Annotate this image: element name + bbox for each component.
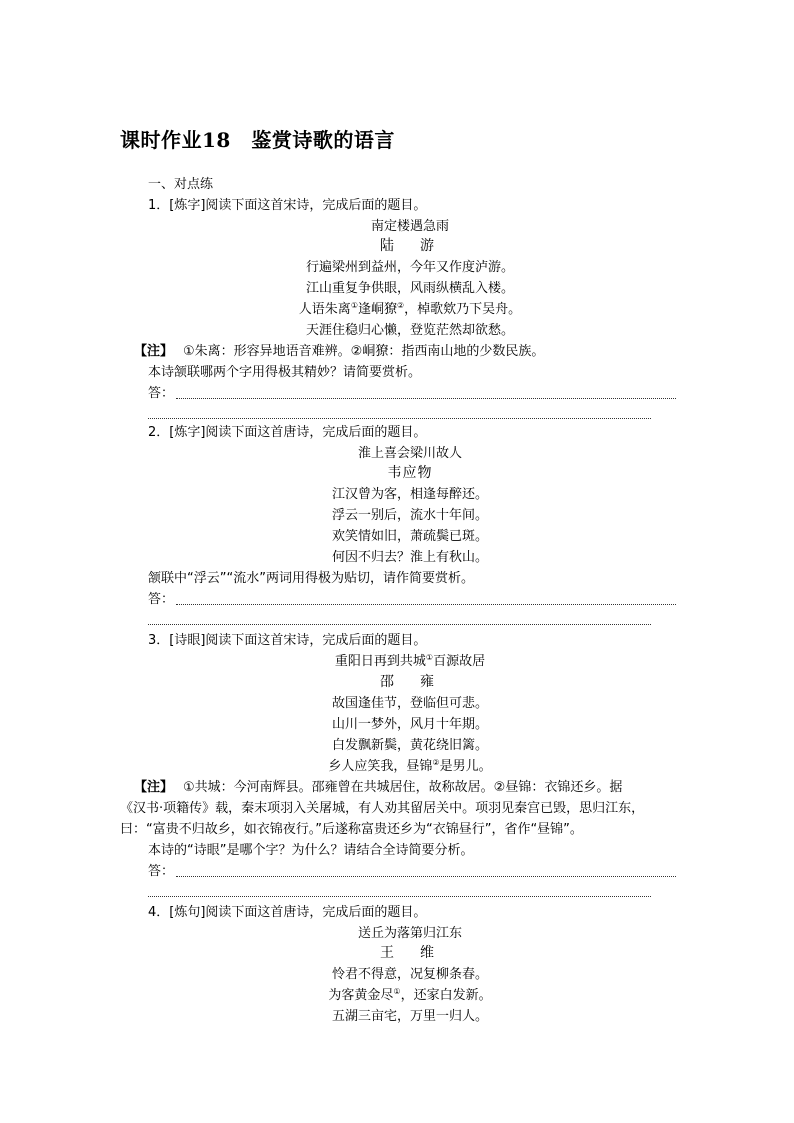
q1-poem-line-3 bbox=[0, 302, 794, 318]
q2-answer-label: 答： bbox=[148, 592, 175, 607]
q3-answer-line-1[interactable] bbox=[176, 876, 676, 877]
q1-poem-title: 南定楼遇急雨 bbox=[370, 219, 449, 234]
footnote-marker: ② bbox=[432, 758, 440, 767]
q4-line2-part2: ，还家白发新。 bbox=[400, 988, 492, 1003]
q1-note-text: ①朱离：形容异地语音难辨。②峒獠：指西南山地的少数民族。 bbox=[183, 344, 545, 359]
section-heading: 一、对点练 bbox=[148, 177, 214, 192]
q2-poem-author: 韦应物 bbox=[387, 465, 433, 481]
q3-answer-label: 答： bbox=[148, 864, 175, 879]
q2-answer-line-2[interactable] bbox=[148, 624, 651, 625]
q3-line4-part1: 乡人应笑我，昼锦 bbox=[328, 759, 433, 774]
q3-poem-author: 邵 雍 bbox=[380, 674, 440, 690]
q2-poem-line-1: 江汉曾为客，相逢每醉还。 bbox=[331, 487, 488, 502]
q3-poem-line-1: 故国逢佳节，登临但可悲。 bbox=[331, 696, 488, 711]
q3-poem-line-2: 山川一梦外，风月十年期。 bbox=[331, 717, 488, 732]
q1-answer-line-2[interactable] bbox=[148, 418, 651, 419]
q2-poem-title: 淮上喜会梁川故人 bbox=[357, 446, 462, 461]
q3-note-text-1: ①共城：今河南辉县。邵雍曾在共城居住，故称故居。②昼锦：衣锦还乡。据 bbox=[183, 780, 623, 795]
q1-line3-part2: 逢峒獠 bbox=[357, 302, 397, 317]
q1-answer-label: 答： bbox=[148, 386, 175, 401]
footnote-marker: ① bbox=[350, 301, 358, 310]
q3-prompt: 3．[诗眼]阅读下面这首宋诗，完成后面的题目。 bbox=[148, 633, 427, 648]
q3-title-part1: 重阳日再到共城 bbox=[334, 654, 426, 669]
q1-poem-line-1: 行遍梁州到益州，今年又作度泸游。 bbox=[305, 260, 514, 275]
q1-prompt: 1．[炼字]阅读下面这首宋诗，完成后面的题目。 bbox=[148, 198, 427, 213]
q3-answer-line-2[interactable] bbox=[148, 896, 651, 897]
note-label: 【注】 bbox=[134, 780, 174, 795]
q3-note-line-1 bbox=[134, 780, 622, 796]
q1-note bbox=[134, 344, 544, 360]
q2-poem-line-2: 浮云一别后，流水十年间。 bbox=[331, 508, 488, 523]
q2-answer-line-1[interactable] bbox=[176, 604, 676, 605]
q1-line3-part3: ，棹歌欸乃下吴舟。 bbox=[404, 302, 522, 317]
q3-line4-part2: 是男儿。 bbox=[439, 759, 492, 774]
q4-line2-part1: 为客黄金尽 bbox=[328, 988, 394, 1003]
q2-poem-line-3: 欢笑情如旧，萧疏鬓已斑。 bbox=[331, 529, 488, 544]
q1-poem-author: 陆 游 bbox=[380, 238, 440, 254]
note-label: 【注】 bbox=[134, 344, 174, 359]
q4-poem-line-3: 五湖三亩宅，万里一归人。 bbox=[331, 1009, 488, 1024]
q1-poem-line-4: 天涯住稳归心懒，登览茫然却欲愁。 bbox=[305, 323, 514, 338]
page-title: 课时作业18 鉴赏诗歌的语言 bbox=[120, 128, 395, 152]
q2-prompt: 2．[炼字]阅读下面这首唐诗，完成后面的题目。 bbox=[148, 425, 427, 440]
q3-note-line-2: 《汉书·项籍传》载，秦末项羽入关屠城，有人劝其留居关中。项羽见秦宫已毁，思归江东， bbox=[120, 801, 645, 816]
q1-poem-line-2: 江山重复争供眼，风雨纵横乱入楼。 bbox=[305, 281, 514, 296]
q3-poem-line-4 bbox=[0, 759, 794, 775]
q4-poem-author: 王 维 bbox=[380, 945, 440, 961]
q4-poem-line-1: 怜君不得意，况复柳条春。 bbox=[331, 967, 488, 982]
q2-question: 颔联中“浮云”“流水”两词用得极为贴切，请作简要赏析。 bbox=[148, 571, 474, 586]
q1-question: 本诗颔联哪两个字用得极其精妙？请简要赏析。 bbox=[148, 365, 422, 380]
q3-note-line-3: 曰：“富贵不归故乡，如衣锦夜行。”后遂称富贵还乡为“衣锦昼行”，省作“昼锦”。 bbox=[120, 822, 583, 837]
footnote-marker: ② bbox=[397, 301, 405, 310]
q3-poem-title bbox=[0, 654, 794, 670]
footnote-marker: ① bbox=[393, 987, 401, 996]
q1-answer-line-1[interactable] bbox=[176, 398, 676, 399]
q4-poem-line-2 bbox=[0, 988, 794, 1004]
q3-question: 本诗的“诗眼”是哪个字？为什么？请结合全诗简要分析。 bbox=[148, 843, 474, 858]
q3-poem-line-3: 白发飘新鬓，黄花绕旧篱。 bbox=[331, 738, 488, 753]
q4-poem-title: 送丘为落第归江东 bbox=[357, 926, 462, 941]
footnote-marker: ① bbox=[425, 653, 434, 662]
q3-title-part2: 百源故居 bbox=[433, 654, 486, 669]
q2-poem-line-4: 何因不归去？淮上有秋山。 bbox=[331, 550, 488, 565]
q1-line3-part1: 人语朱离 bbox=[298, 302, 351, 317]
q4-prompt: 4．[炼句]阅读下面这首唐诗，完成后面的题目。 bbox=[148, 905, 427, 920]
